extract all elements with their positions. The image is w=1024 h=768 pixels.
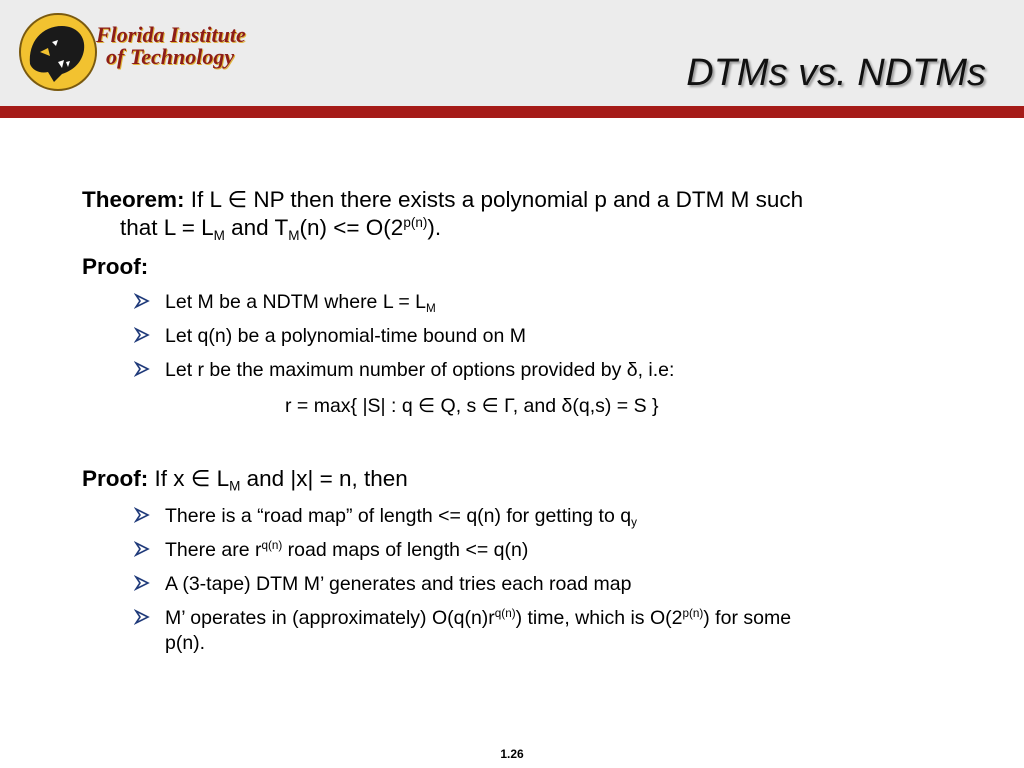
- bullet-text: Let M be a NDTM where L = L: [165, 291, 427, 313]
- theorem-text: and T: [224, 215, 289, 241]
- bullet-arrow-icon: [134, 361, 150, 377]
- theorem-text: that L = L: [120, 215, 214, 241]
- page-number: 1.26: [500, 747, 524, 761]
- proof2-intro-text: If x ∈ L: [148, 466, 230, 491]
- bullet-superscript: q(n): [261, 539, 283, 552]
- proof2-bullet-2: [165, 539, 528, 562]
- bullet-superscript: p(n): [682, 607, 704, 620]
- proof1-bullet-1: [165, 291, 436, 315]
- proof-label-2: Proof:: [82, 466, 149, 491]
- theorem-superscript: p(n): [403, 215, 428, 230]
- theorem-text-line1: If L ∈ NP then there exists a polynomial p and a DTM M such: [190, 187, 804, 212]
- bullet-superscript: q(n): [494, 607, 516, 620]
- theorem-subscript: M: [213, 227, 225, 243]
- theorem-line2: [120, 215, 441, 243]
- proof1-bullet-2: Let q(n) be a polynomial-time bound on M: [165, 325, 526, 347]
- proof-label-1: Proof:: [82, 254, 149, 279]
- bullet-arrow-icon: [134, 609, 150, 625]
- bullet-arrow-icon: [134, 293, 150, 309]
- slide-title: DTMs vs. NDTMs: [686, 52, 986, 94]
- bullet-arrow-icon: [134, 327, 150, 343]
- proof2-intro-text: and |x| = n, then: [240, 466, 408, 491]
- proof2-intro: [82, 466, 408, 494]
- proof1-bullet-3: Let r be the maximum number of options provided by δ, i.e:: [165, 359, 675, 381]
- proof2-bullet-4-continued: p(n).: [165, 632, 206, 654]
- theorem-label: Theorem:: [82, 187, 185, 212]
- theorem-subscript: M: [288, 227, 300, 243]
- theorem-text: ).: [427, 215, 442, 241]
- proof2-intro-subscript: M: [229, 478, 241, 494]
- theorem-text: (n) <= O(2: [299, 215, 404, 241]
- bullet-arrow-icon: [134, 541, 150, 557]
- proof2-bullet-1: [165, 505, 637, 529]
- theorem-line1: [82, 187, 803, 213]
- proof2-bullet-4: [165, 607, 791, 630]
- bullet-subscript: M: [426, 302, 436, 316]
- bullet-text: ) time, which is O(2: [515, 607, 683, 630]
- bullet-arrow-icon: [134, 507, 150, 523]
- max-options-formula: r = max{ |S| : q ∈ Q, s ∈ Γ, and δ(q,s) = S }: [285, 395, 659, 417]
- bullet-text: M’ operates in (approximately) O(q(n)r: [165, 607, 495, 630]
- bullet-text: There are r: [165, 539, 262, 562]
- institute-name-line2: of Technology: [106, 44, 235, 69]
- bullet-arrow-icon: [134, 575, 150, 591]
- bullet-text: ) for some: [703, 607, 792, 630]
- proof2-bullet-3: A (3-tape) DTM M’ generates and tries each road map: [165, 573, 632, 595]
- bullet-text: There is a “road map” of length <= q(n) for getting to q: [165, 505, 632, 527]
- bullet-subscript: y: [631, 516, 637, 530]
- bullet-text: road maps of length <= q(n): [282, 539, 529, 562]
- institute-name-line1: Florida Institute: [96, 22, 246, 47]
